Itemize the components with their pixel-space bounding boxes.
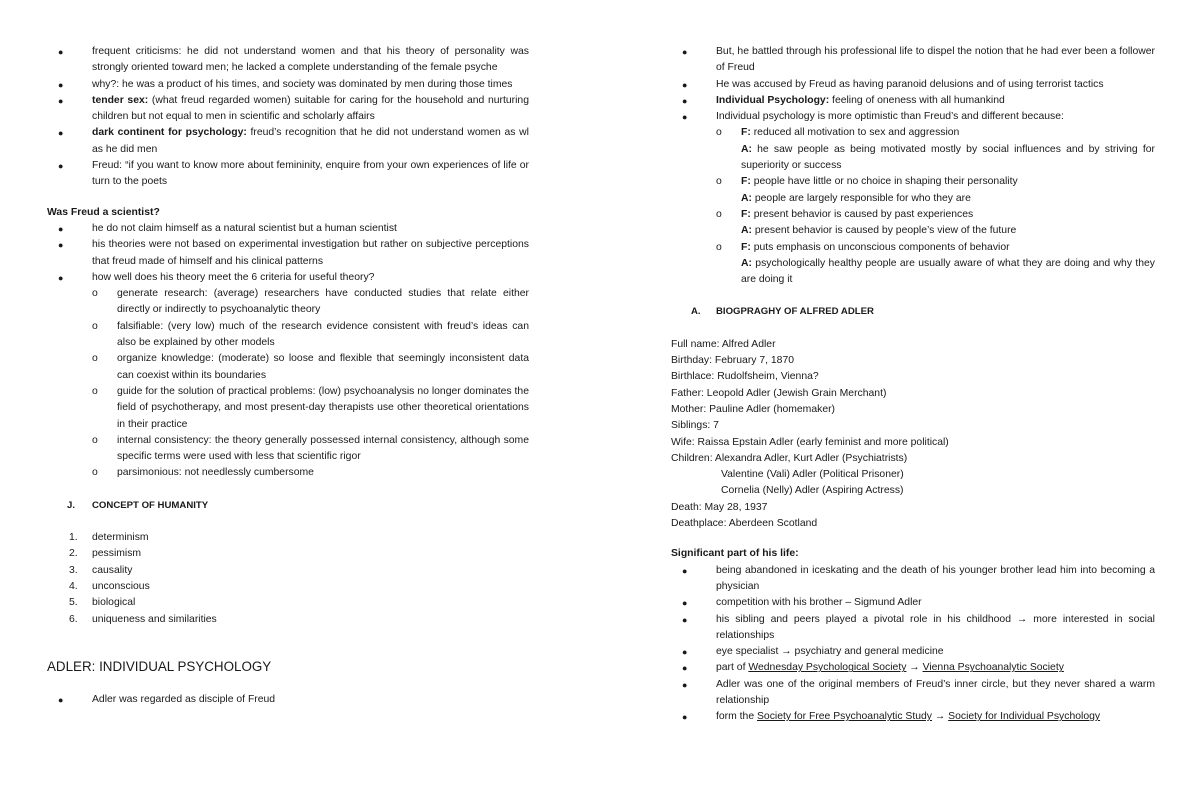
bullet-icon: ● [682,598,688,609]
biography-block [671,337,1155,533]
circle-bullet-icon: o [92,467,98,479]
bio-line: Full name: Alfred Adler [671,338,776,350]
society-link: Society for Individual Psychology [948,711,1101,723]
list-item: o parsimonious: not needlessly cumbersome [47,465,529,481]
bio-line: Cornelia (Nelly) Adler (Aspiring Actress) [721,485,904,497]
circle-bullet-icon: o [716,176,722,188]
list-item: 6. uniqueness and similarities [69,613,217,625]
bullet-icon: ● [58,161,64,172]
life-list [671,563,1155,726]
list-item: ● competition with his brother – Sigmund Adler [671,595,1155,611]
list-item: ● Individual psychology is more optimistic than Freud’s and different because: [671,109,1155,125]
list-item: o generate research: (average) researchers have conducted studies that relate either directly or indirectly to psychoanalytic theory [92,288,529,316]
circle-bullet-icon: o [92,385,98,397]
section-heading-biography: A. BIOGPRAGHY OF ALFRED ADLER [691,306,874,318]
bullet-icon: ● [58,47,64,57]
bio-line: Children: Alexandra Adler, Kurt Adler (Psychiatrists) [671,452,908,464]
society-link: Society for Free Psychoanalytic Study [757,711,932,723]
bullet-icon: ● [58,223,64,234]
list-item: ● Freud: “if you want to know more about femininity, enquire from your own experiences of life or turn to the poets [58,160,529,188]
bullet-icon: ● [682,79,688,90]
list-item: ● dark continent for psychology: freud’s recognition that he did not understand women as wl as he did men [58,127,529,155]
adler-bullets [671,44,1155,125]
circle-bullet-icon: o [92,353,98,365]
list-item: o guide for the solution of practical problems: (low) psychoanalysis no longer dominates the field of psychotherapy, and most present-day therapists use other theoretical orientations in their practice [92,385,529,430]
term-label: tender sex: [92,94,149,106]
list-item: o F: reduced all motivation to sex and aggression A: he saw people as being motivated mostly by social influences and by striving for superiority or success [671,125,1155,174]
list-item: ● he do not claim himself as a natural scientist but a human scientist [47,221,529,237]
society-link: Wednesday Psychological Society [748,662,907,674]
list-item: 4. unconscious [69,580,150,592]
list-item: ● tender sex: (what freud regarded women) suitable for caring for the household and nurturing children but not equal to men in scientific and scholarly affairs [58,94,529,123]
circle-bullet-icon: o [716,208,722,220]
bio-line: Deathplace: Aberdeen Scotland [671,518,818,530]
adler-view: A: he saw people as being motivated mostly by social influences and by striving for superiority or success [741,143,1155,172]
bio-line: Valentine (Vali) Adler (Political Prisoner) [721,469,904,481]
adler-view: A: people are largely responsible for who they are [741,192,971,204]
bullet-icon: ● [58,694,64,705]
bullet-icon: ● [682,663,688,674]
scientist-list [47,221,529,286]
list-item: ● being abandoned in iceskating and the death of his younger brother lead him into becoming a physician [682,564,1155,592]
list-item: ● Adler was regarded as disciple of Freud [47,692,529,708]
list-item: ● his sibling and peers played a pivotal role in his childhood → more interested in social relationships [682,613,1155,641]
adler-title: ADLER: INDIVIDUAL PSYCHOLOGY [47,658,272,674]
list-item: ● frequent criticisms: he did not understand women and that his theory of personality was strongly oriented toward men; he lacked a complete understanding of the female psyche [58,46,529,74]
right-column [671,44,1155,726]
bio-line: Father: Leopold Adler (Jewish Grain Merchant) [671,387,887,399]
list-item: ● He was accused by Freud as having paranoid delusions and of using terrorist tactics [671,77,1155,93]
list-item: 2. pessimism [69,548,142,560]
scientist-heading: Was Freud a scientist? [47,206,160,218]
list-item: ● Individual Psychology: feeling of oneness with all humankind [671,93,1155,109]
section-heading-concept-of-humanity: J. CONCEPT OF HUMANITY [67,499,209,511]
circle-bullet-icon: o [92,288,98,300]
list-item: ● Adler was one of the original members of Freud’s inner circle, but they never shared a warm relationship [682,678,1155,706]
term-label: dark continent for psychology: [92,127,247,139]
list-item: o falsifiable: (very low) much of the research evidence consistent with freud’s ideas can also be explained by other models [92,320,529,349]
criteria-list [47,286,529,482]
bio-line: Birthday: February 7, 1870 [671,355,795,367]
bullet-icon: ● [682,647,688,658]
bio-line: Birthlace: Rudolfsheim, Vienna? [671,371,819,383]
bullet-icon: ● [682,565,688,576]
list-item: ● part of Wednesday Psychological Society → Vienna Psychoanalytic Society [671,660,1155,676]
list-item: 3. causality [69,564,133,576]
adler-list [47,692,529,708]
bullet-icon: ● [682,614,688,625]
comparison-list [671,125,1155,288]
circle-bullet-icon: o [92,320,98,332]
term-label: Individual Psychology: [716,94,830,106]
list-item: ● why?: he was a product of his times, and society was dominated by men during those times [47,77,529,93]
bullet-icon: ● [682,112,688,123]
list-item: ● form the Society for Free Psychoanalytic Study → Society for Individual Psychology [671,709,1155,725]
bullet-icon: ● [682,95,688,106]
bullet-icon: ● [58,272,64,283]
left-column [47,44,529,708]
list-item: o F: present behavior is caused by past experiences A: present behavior is caused by people’s view of the future [671,207,1155,240]
list-item: 5. biological [69,597,136,609]
list-item: ● eye specialist → psychiatry and general medicine [671,644,1155,660]
bio-line: Death: May 28, 1937 [671,501,768,513]
bio-line: Siblings: 7 [671,420,719,432]
circle-bullet-icon: o [716,127,722,139]
adler-view: A: present behavior is caused by people’s view of the future [741,225,1017,237]
bio-line: Mother: Pauline Adler (homemaker) [671,403,836,415]
adler-view: A: psychologically healthy people are usually aware of what they are doing and why they are doing it [741,257,1155,286]
list-item: o F: people have little or no choice in shaping their personality A: people are largely responsible for who they are [671,174,1155,207]
circle-bullet-icon: o [92,434,98,446]
significant-heading: Significant part of his life: [671,548,799,560]
humanity-list [47,530,529,628]
bullet-icon: ● [58,240,64,251]
bullet-icon: ● [682,679,688,690]
criticism-list [47,44,529,191]
society-link: Vienna Psychoanalytic Society [922,662,1064,674]
bullet-icon: ● [58,128,64,139]
bullet-icon: ● [682,712,688,723]
bullet-icon: ● [682,47,688,57]
bullet-icon: ● [58,95,64,106]
list-item: ● his theories were not based on experimental investigation but rather on subjective perceptions that freud made of himself and his clinical patterns [58,239,529,267]
list-item: ● But, he battled through his professional life to dispel the notion that he had ever been a follower of Freud [682,46,1155,74]
list-item: 1. determinism [69,532,149,544]
list-item: o F: puts emphasis on unconscious components of behavior A: psychologically healthy people are usually aware of what they are doing and why they are doing it [671,240,1155,289]
list-item: ● how well does his theory meet the 6 criteria for useful theory? [47,270,529,286]
list-item: o organize knowledge: (moderate) so loose and flexible that seemingly inconsistent data can coexist within its boundaries [92,353,529,381]
list-item: o internal consistency: the theory generally possessed internal consistency, although some specific terms were used with less that scientific rigor [92,434,529,463]
circle-bullet-icon: o [716,241,722,253]
bullet-icon: ● [58,79,64,90]
bio-line: Wife: Raissa Epstain Adler (early feminist and more political) [671,436,949,448]
